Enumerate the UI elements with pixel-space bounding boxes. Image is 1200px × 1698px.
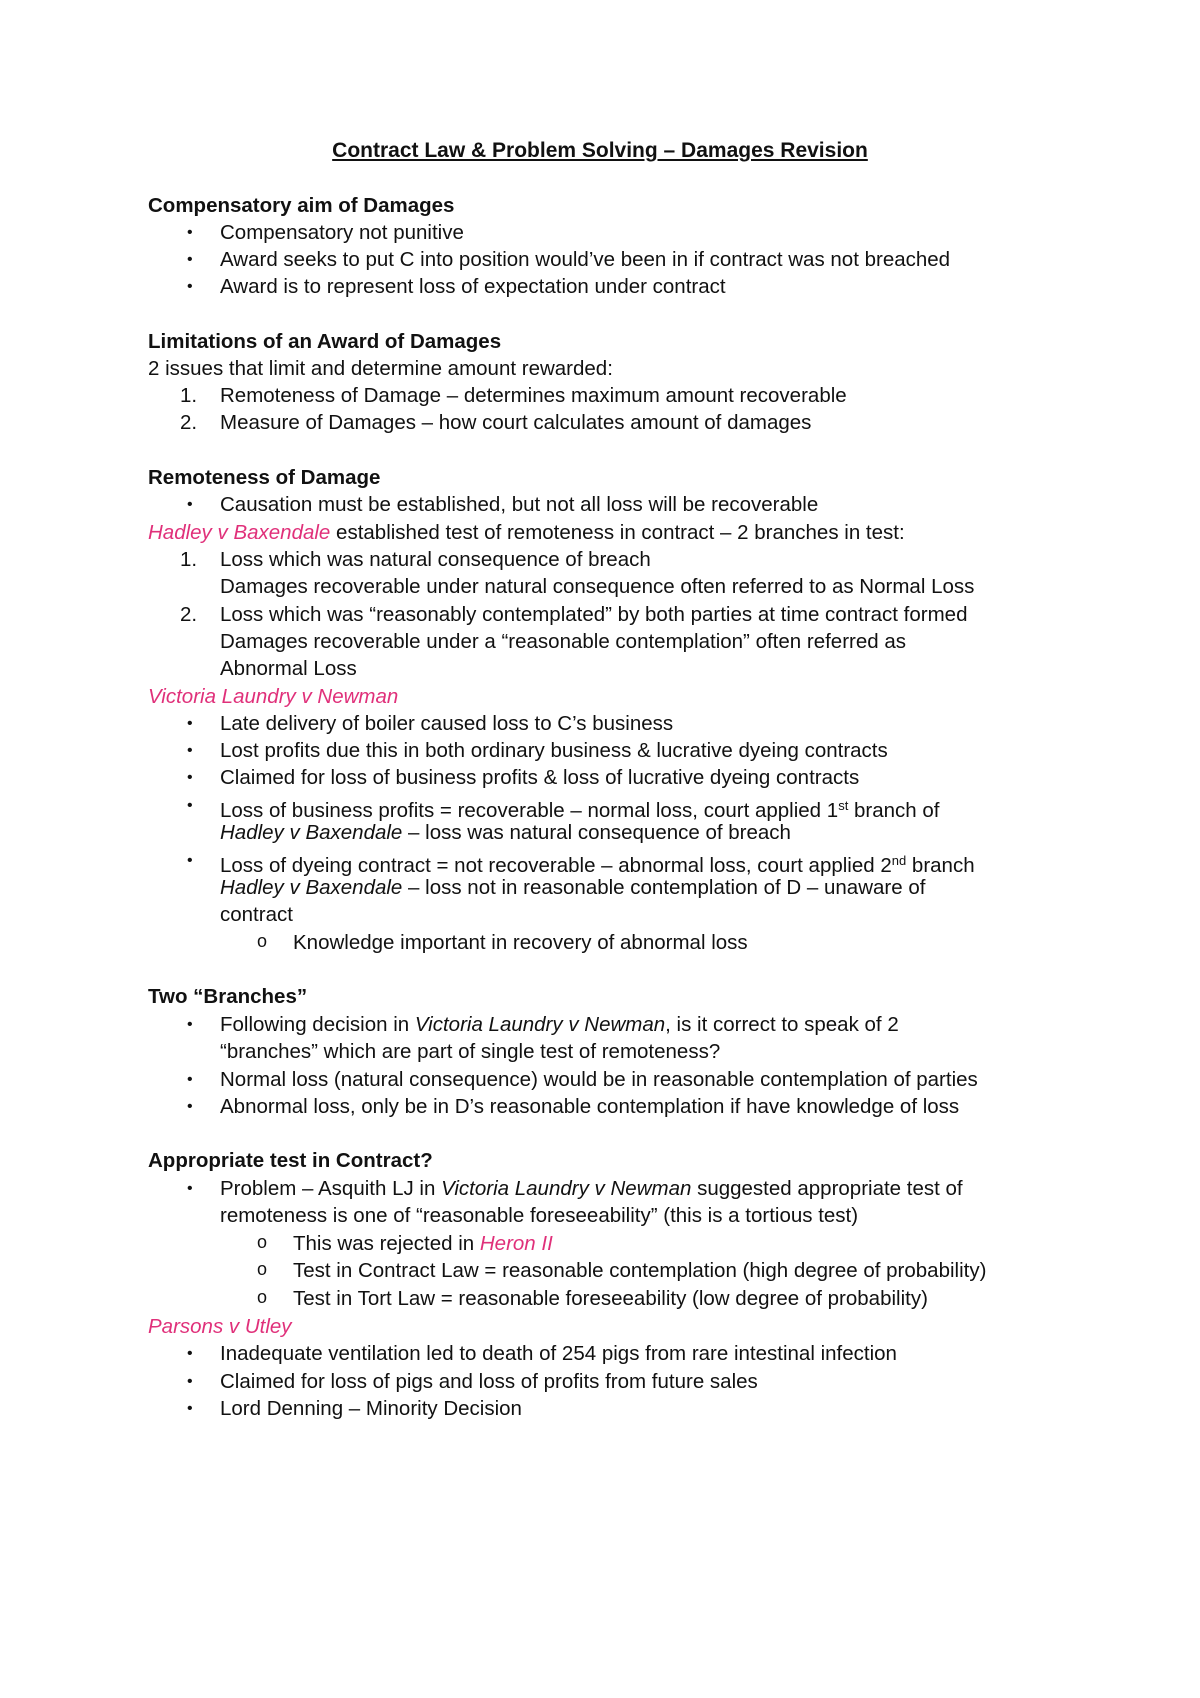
- bullet-marker: •: [187, 852, 193, 869]
- page-title: Contract Law & Problem Solving – Damages Revision: [332, 139, 868, 162]
- numbered-item-continuation: Damages recoverable under natural consequence often referred to as Normal Loss: [220, 575, 975, 598]
- list-item: • Compensatory not punitive: [187, 221, 464, 244]
- numbered-item-continuation: Damages recoverable under a “reasonable contemplation” often referred as: [220, 630, 906, 653]
- case-name: Hadley v Baxendale: [148, 521, 331, 544]
- bullet-marker: •: [187, 797, 193, 814]
- list-item: • Loss of business profits = recoverable – normal loss, court applied 1st branch of: [220, 794, 939, 818]
- list-item: • Normal loss (natural consequence) would be in reasonable contemplation of parties: [187, 1068, 978, 1091]
- list-item-continuation: “branches” which are part of single test of remoteness?: [220, 1040, 721, 1063]
- section-heading-remoteness: Remoteness of Damage: [148, 466, 381, 489]
- sub-list-item: o Test in Contract Law = reasonable contemplation (high degree of probability): [257, 1259, 987, 1282]
- section-heading-limitations: Limitations of an Award of Damages: [148, 330, 502, 353]
- list-item: • Following decision in Victoria Laundry v Newman, is it correct to speak of 2: [187, 1013, 899, 1036]
- list-item: • Loss of dyeing contract = not recoverable – abnormal loss, court applied 2nd branch: [220, 849, 975, 873]
- case-name: Hadley v Baxendale: [220, 821, 403, 844]
- number-marker: 1.: [180, 384, 198, 407]
- bullet-marker: •: [187, 278, 193, 295]
- section-intro: 2 issues that limit and determine amount rewarded:: [148, 357, 613, 380]
- bullet-marker: •: [187, 1373, 193, 1390]
- sub-list-item: o Knowledge important in recovery of abnormal loss: [257, 931, 748, 954]
- case-name: Hadley v Baxendale: [220, 876, 403, 899]
- bullet-marker: •: [187, 1345, 193, 1362]
- list-item: • Award is to represent loss of expectation under contract: [187, 275, 726, 298]
- section-heading-compensatory: Compensatory aim of Damages: [148, 194, 455, 217]
- sub-list-item: o Test in Tort Law = reasonable foreseeability (low degree of probability): [257, 1287, 928, 1310]
- list-item-continuation: Hadley v Baxendale – loss not in reasonable contemplation of D – unaware of: [220, 876, 926, 899]
- bullet-marker: •: [187, 496, 193, 513]
- sub-bullet-marker: o: [257, 1232, 268, 1252]
- number-marker: 2.: [180, 603, 198, 626]
- bullet-marker: •: [187, 1098, 193, 1115]
- list-item: • Lord Denning – Minority Decision: [187, 1397, 522, 1420]
- sub-bullet-marker: o: [257, 931, 268, 951]
- list-item: • Causation must be established, but not all loss will be recoverable: [187, 493, 819, 516]
- number-marker: 1.: [180, 548, 198, 571]
- list-item: • Lost profits due this in both ordinary business & lucrative dyeing contracts: [187, 739, 888, 762]
- list-item: • Claimed for loss of pigs and loss of profits from future sales: [187, 1370, 758, 1393]
- list-item: • Claimed for loss of business profits & loss of lucrative dyeing contracts: [187, 766, 860, 789]
- bullet-marker: •: [187, 715, 193, 732]
- sub-bullet-marker: o: [257, 1287, 268, 1307]
- numbered-item: 2. Loss which was “reasonably contemplated” by both parties at time contract formed: [180, 603, 968, 626]
- case-heading: Victoria Laundry v Newman: [148, 685, 399, 708]
- bullet-marker: •: [187, 1180, 193, 1197]
- bullet-marker: •: [187, 1071, 193, 1088]
- bullet-marker: •: [187, 1016, 193, 1033]
- list-item: • Inadequate ventilation led to death of 254 pigs from rare intestinal infection: [187, 1342, 897, 1365]
- sub-bullet-marker: o: [257, 1259, 268, 1279]
- numbered-item: 1. Remoteness of Damage – determines maximum amount recoverable: [180, 384, 847, 407]
- list-item: • Late delivery of boiler caused loss to C’s business: [187, 712, 674, 735]
- numbered-item: 2. Measure of Damages – how court calculates amount of damages: [180, 411, 812, 434]
- list-item: • Problem – Asquith LJ in Victoria Laundry v Newman suggested appropriate test of: [187, 1177, 963, 1200]
- case-name: Victoria Laundry v Newman: [414, 1013, 666, 1036]
- bullet-marker: •: [187, 769, 193, 786]
- bullet-marker: •: [187, 1400, 193, 1417]
- number-marker: 2.: [180, 411, 198, 434]
- numbered-item: 1. Loss which was natural consequence of breach: [180, 548, 651, 571]
- list-item-continuation: Hadley v Baxendale – loss was natural consequence of breach: [220, 821, 791, 844]
- case-name: Heron II: [479, 1232, 553, 1255]
- section-heading-appropriate-test: Appropriate test in Contract?: [148, 1149, 433, 1172]
- list-item-continuation: contract: [220, 903, 293, 926]
- bullet-marker: •: [187, 251, 193, 268]
- sub-list-item: o This was rejected in Heron II: [257, 1232, 553, 1255]
- case-paragraph: Hadley v Baxendale established test of remoteness in contract – 2 branches in test:: [148, 521, 905, 544]
- case-heading: Parsons v Utley: [148, 1315, 292, 1338]
- list-item: • Award seeks to put C into position would’ve been in if contract was not breached: [187, 248, 951, 271]
- list-item: • Abnormal loss, only be in D’s reasonable contemplation if have knowledge of loss: [187, 1095, 960, 1118]
- numbered-item-continuation: Abnormal Loss: [220, 657, 357, 680]
- list-item-continuation: remoteness is one of “reasonable foreseeability” (this is a tortious test): [220, 1204, 859, 1227]
- section-heading-two-branches: Two “Branches”: [148, 985, 308, 1008]
- case-name: Victoria Laundry v Newman: [441, 1177, 692, 1200]
- bullet-marker: •: [187, 742, 193, 759]
- bullet-marker: •: [187, 224, 193, 241]
